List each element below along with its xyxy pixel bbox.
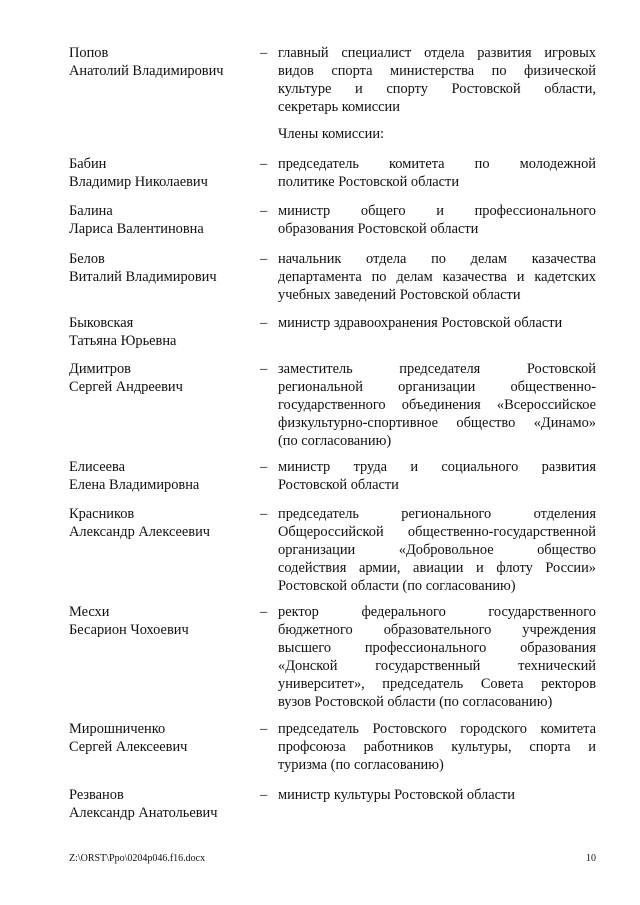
position-line: ректор федерального государственного xyxy=(278,604,596,620)
dash-separator: – xyxy=(260,721,268,737)
person-given-names: Елена Владимировна xyxy=(69,477,200,493)
position-line: туризма (по согласованию) xyxy=(278,757,444,773)
person-given-names: Татьяна Юрьевна xyxy=(69,333,177,349)
position-line: высшего профессионального образования xyxy=(278,640,596,656)
dash-separator: – xyxy=(260,203,268,219)
position-line: культуре и спорту Ростовской области, xyxy=(278,81,596,97)
dash-separator: – xyxy=(260,45,268,61)
position-line: видов спорта министерства по физической xyxy=(278,63,596,79)
position-line: бюджетного образовательного учреждения xyxy=(278,622,596,638)
person-surname: Димитров xyxy=(69,361,131,377)
person-given-names: Сергей Алексеевич xyxy=(69,739,188,755)
position-line: университет», председатель Совета ректоров xyxy=(278,676,596,692)
position-line: Ростовской области (по согласованию) xyxy=(278,578,516,594)
dash-separator: – xyxy=(260,787,268,803)
person-position xyxy=(278,720,596,774)
person-position xyxy=(278,458,596,494)
position-line: (по согласованию) xyxy=(278,433,392,449)
position-line: Ростовской области xyxy=(278,477,399,493)
position-line: министр общего и профессионального xyxy=(278,203,596,219)
dash-separator: – xyxy=(260,156,268,172)
person-name xyxy=(69,314,254,350)
person-surname: Белов xyxy=(69,251,105,267)
person-position xyxy=(278,360,596,450)
person-name xyxy=(69,458,254,494)
person-surname: Балина xyxy=(69,203,113,219)
person-position xyxy=(278,603,596,711)
dash-separator: – xyxy=(260,506,268,522)
position-line: министр труда и социального развития xyxy=(278,459,596,475)
person-surname: Елисеева xyxy=(69,459,126,475)
person-given-names: Виталий Владимирович xyxy=(69,269,217,285)
person-surname: Красников xyxy=(69,506,135,522)
person-position xyxy=(278,314,596,332)
person-given-names: Анатолий Владимирович xyxy=(69,63,224,79)
member-entry xyxy=(69,360,597,450)
person-name xyxy=(69,360,254,396)
person-surname: Мирошниченко xyxy=(69,721,166,737)
person-surname: Месхи xyxy=(69,604,110,620)
person-name xyxy=(69,720,254,756)
position-line: заместитель председателя Ростовской xyxy=(278,361,596,377)
person-surname: Бабин xyxy=(69,156,107,172)
position-line: министр здравоохранения Ростовской области xyxy=(278,315,563,331)
position-line: государственного объединения «Всероссийское xyxy=(278,397,596,413)
position-line: вузов Ростовской области (по согласованию) xyxy=(278,694,553,710)
secretary-entry xyxy=(69,44,597,134)
person-name xyxy=(69,505,254,541)
person-position xyxy=(278,786,596,804)
person-given-names: Сергей Андреевич xyxy=(69,379,183,395)
position-line: председатель Ростовского городского комитета xyxy=(278,721,596,737)
dash-separator: – xyxy=(260,459,268,475)
person-given-names: Александр Алексеевич xyxy=(69,524,211,540)
member-entry xyxy=(69,505,597,595)
person-name xyxy=(69,786,254,822)
members-heading: Члены комиссии: xyxy=(278,126,385,142)
person-given-names: Александр Анатольевич xyxy=(69,805,218,821)
person-position xyxy=(278,155,596,191)
position-line: содействия армии, авиации и флоту России» xyxy=(278,560,596,576)
person-surname: Резванов xyxy=(69,787,124,803)
position-line: министр культуры Ростовской области xyxy=(278,787,515,803)
person-name xyxy=(69,603,254,639)
person-given-names: Владимир Николаевич xyxy=(69,174,208,190)
person-position xyxy=(278,250,596,304)
person-surname: Попов xyxy=(69,45,109,61)
position-line: председатель регионального отделения xyxy=(278,506,596,522)
person-name xyxy=(69,44,254,80)
position-line: главный специалист отдела развития игровых xyxy=(278,45,596,61)
position-line: департамента по делам казачества и кадетских xyxy=(278,269,596,285)
position-line: «Донской государственный технический xyxy=(278,658,596,674)
footer-page-number: 10 xyxy=(586,853,596,864)
dash-separator: – xyxy=(260,315,268,331)
person-position xyxy=(278,44,596,116)
person-name xyxy=(69,250,254,286)
position-line: председатель комитета по молодежной xyxy=(278,156,596,172)
position-line: Общероссийской общественно-государственной xyxy=(278,524,596,540)
position-line: учебных заведений Ростовской области xyxy=(278,287,521,303)
person-name xyxy=(69,155,254,191)
position-line: образования Ростовской области xyxy=(278,221,479,237)
person-position xyxy=(278,505,596,595)
member-entry xyxy=(69,603,597,710)
position-line: физкультурно-спортивное общество «Динамо» xyxy=(278,415,596,431)
person-surname: Быковская xyxy=(69,315,134,331)
person-given-names: Лариса Валентиновна xyxy=(69,221,204,237)
position-line: секретарь комиссии xyxy=(278,99,400,115)
dash-separator: – xyxy=(260,361,268,377)
position-line: профсоюза работников культуры, спорта и xyxy=(278,739,596,755)
dash-separator: – xyxy=(260,251,268,267)
person-given-names: Бесарион Чохоевич xyxy=(69,622,189,638)
position-line: политике Ростовской области xyxy=(278,174,460,190)
position-line: региональной организации общественно- xyxy=(278,379,596,395)
position-line: начальник отдела по делам казачества xyxy=(278,251,596,267)
dash-separator: – xyxy=(260,604,268,620)
person-position xyxy=(278,202,596,238)
position-line: организации «Добровольное общество xyxy=(278,542,596,558)
person-name xyxy=(69,202,254,238)
footer-file-path: Z:\ORST\Ppo\0204p046.f16.docx xyxy=(69,853,206,864)
